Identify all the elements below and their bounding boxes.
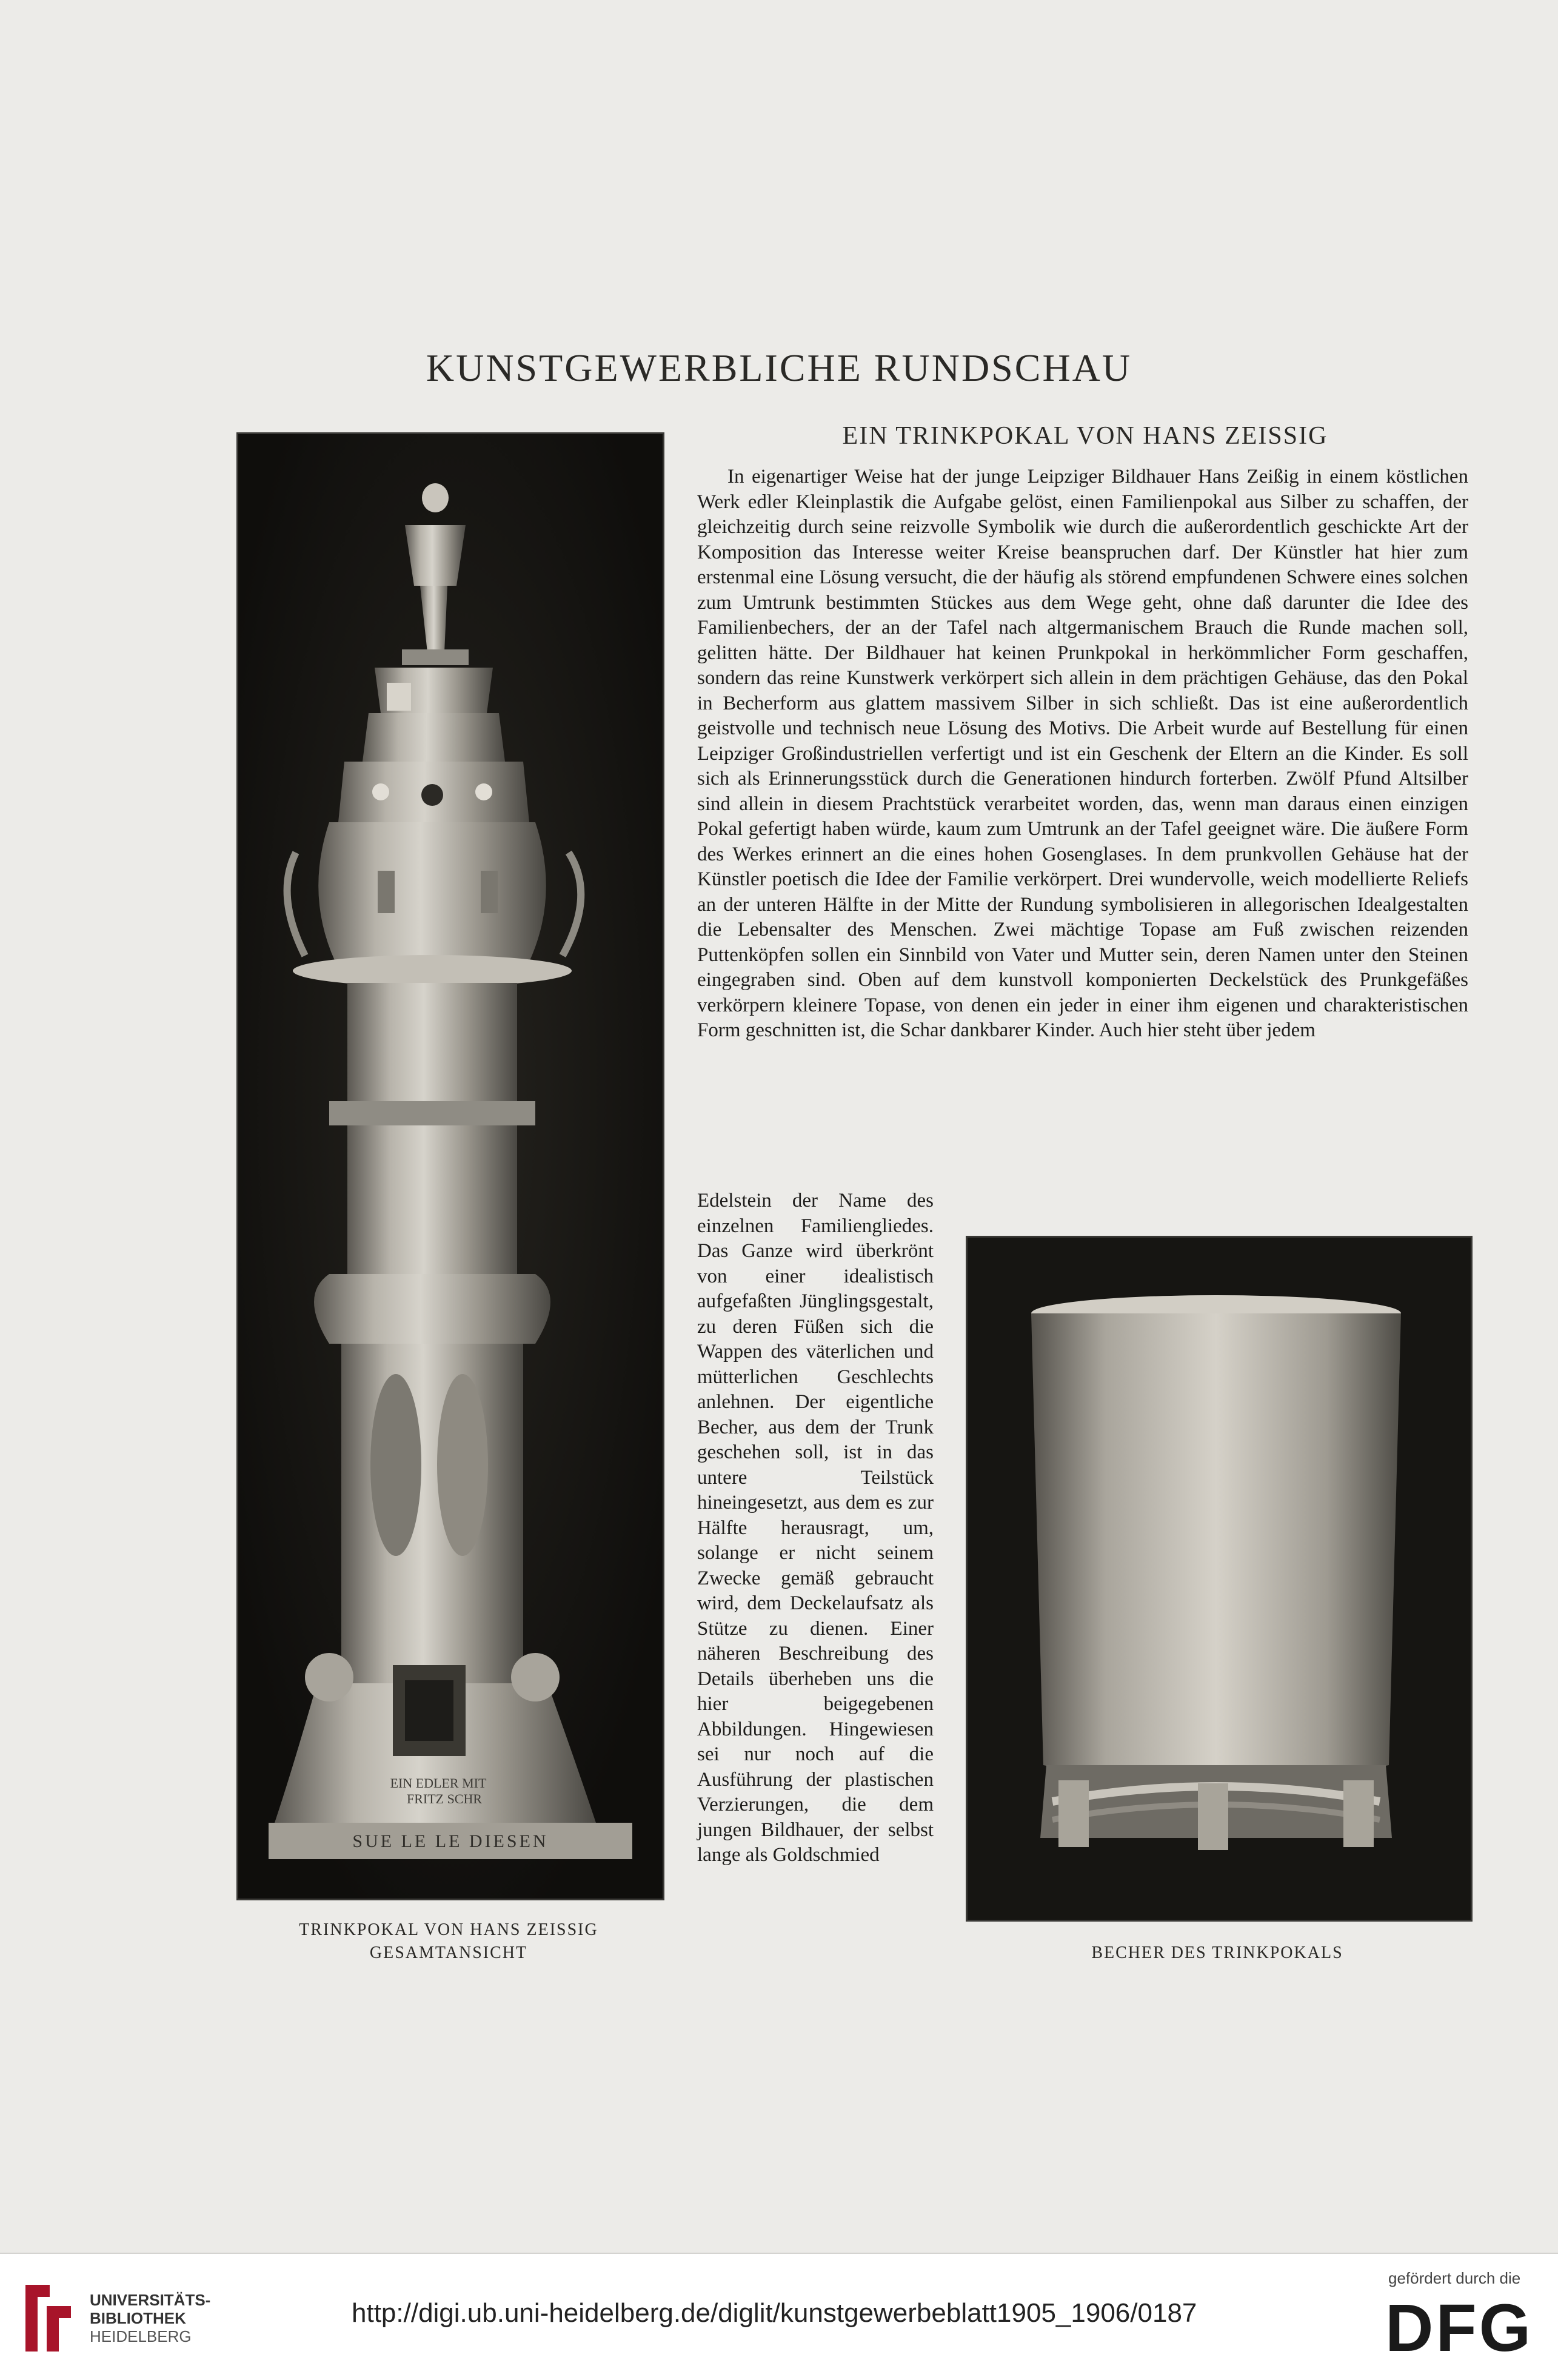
beaker-photo [966, 1236, 1473, 1922]
source-url[interactable]: http://digi.ub.uni-heidelberg.de/diglit/kunstgewerbeblatt1905_1906/0187 [352, 2298, 1197, 2328]
figure-1-caption [236, 1919, 661, 1965]
article-body-narrow [697, 1188, 934, 1868]
beaker-illustration [968, 1238, 1471, 1920]
figure-1-caption-line-2: GESAMTANSICHT [369, 1943, 528, 1962]
page-title: KUNSTGEWERBLICHE RUNDSCHAU [426, 346, 1132, 389]
engraving-line-2: FRITZ SCHR [406, 1791, 483, 1806]
library-name [90, 2291, 210, 2345]
university-library-logo [13, 2279, 80, 2358]
figure-2-caption: BECHER DES TRINKPOKALS [1091, 1943, 1343, 1962]
figure-1-caption-line-1: TRINKPOKAL VON HANS ZEISSIG [299, 1920, 598, 1939]
dfg-logo: DFG [1385, 2291, 1534, 2365]
goblet-photo [236, 432, 664, 1900]
engraving-line-1: EIN EDLER MIT [390, 1775, 487, 1791]
library-name-line-3: HEIDELBERG [90, 2327, 192, 2345]
library-name-line-1: UNIVERSITÄTS- [90, 2291, 211, 2309]
funder-label: gefördert durch die [1388, 2269, 1521, 2287]
article-title: EIN TRINKPOKAL VON HANS ZEISSIG [842, 422, 1328, 450]
library-name-line-2: BIBLIOTHEK [90, 2309, 186, 2327]
article-paragraph: In eigenartiger Weise hat der junge Leipziger Bildhauer Hans Zeißig in einem köstlichen Werk edler Kleinplastik die Aufgabe gelöst, einen Familienpokal aus Silber zu schaffen, der gleichzeitig durch seine reizvolle Symbolik wie durch die außerordentlich geschickte Art der Komposition das Interesse weiter Kreise beanspruchen darf. Der Künstler hat hier zum erstenmal eine Lösung versucht, die der häufig als störend empfundenen Schwere eines solchen zum Umtrunk bestimmten Stückes aus dem Wege geht, ohne daß darunter die Idee des Familienbechers, der an der Tafel nach altgermanischem Brauch die Runde machen soll, gelitten hätte. Der Bildhauer hat keinen Prunkpokal in herkömmlicher Form geschaffen, sondern das reine Kunstwerk verkörpert sich allein in dem prächtigen Gehäuse, das den Pokal in Becherform aus glattem massivem Silber in sich schließt. Das ist eine außerordentlich geistvolle und technisch neue Lösung des Motivs. Die Arbeit wurde auf Bestellung für einen Leipziger Großindustriellen verfertigt und ist ein Geschenk der Eltern an die Kinder. Es soll sich als Erinnerungsstück durch die Generationen hindurch forterben. Zwölf Pfund Altsilber sind allein in diesem Prachtstück verarbeitet worden, das, wenn man daraus einen einzigen Pokal gefertigt haben würde, kaum zum Umtrunk an der Tafel geeignet wäre. Die äußere Form des Werkes erinnert an die eines hohen Gosenglases. In dem prunkvollen Gehäuse hat der Künstler poetisch die Idee der Familie verkörpert. Drei wundervolle, weich modellierte Reliefs an der unteren Hälfte in der Mitte der Rundung symbolisieren in allegorischen Idealgestalten die Lebensalter des Menschen. Zwei mächtige Topase am Fuß zwischen reizenden Puttenköpfen sollen ein Sinnbild von Vater und Mutter sein, deren Namen unter den Steinen eingegraben sind. Oben auf dem kunstvoll komponierten Deckelstück des Prunkgefäßes verkörpern kleinere Topase, von denen ein jeder in einer ihm eigenen und charakteristischen Form geschnitten ist, die Schar dankbarer Kinder. Auch hier steht über jedem [697, 466, 1468, 1041]
article-paragraph-continued: Edelstein der Name des einzelnen Familiengliedes. Das Ganze wird überkrönt von einer idealistisch aufgefaßten Jünglingsgestalt, zu deren Füßen sich die Wappen des väterlichen und mütterlichen Geschlechts anlehnen. Der eigentliche Becher, aus dem der Trunk geschehen soll, ist in das untere Teilstück hineingesetzt, aus dem es zur Hälfte herausragt, um, solange er nicht seinem Zwecke gemäß gebraucht wird, dem Deckelaufsatz als Stütze zu dienen. Einer näheren Beschreibung des Details überheben uns die hier beigegebenen Abbildungen. Hingewiesen sei nur noch auf die Ausführung der plastischen Verzierungen, die dem jungen Bildhauer, der selbst lange als Goldschmied [697, 1190, 934, 1866]
article-body-top [697, 464, 1468, 1044]
engraving-base: SUE LE LE DIESEN [352, 1831, 549, 1851]
goblet-illustration [238, 434, 663, 1899]
